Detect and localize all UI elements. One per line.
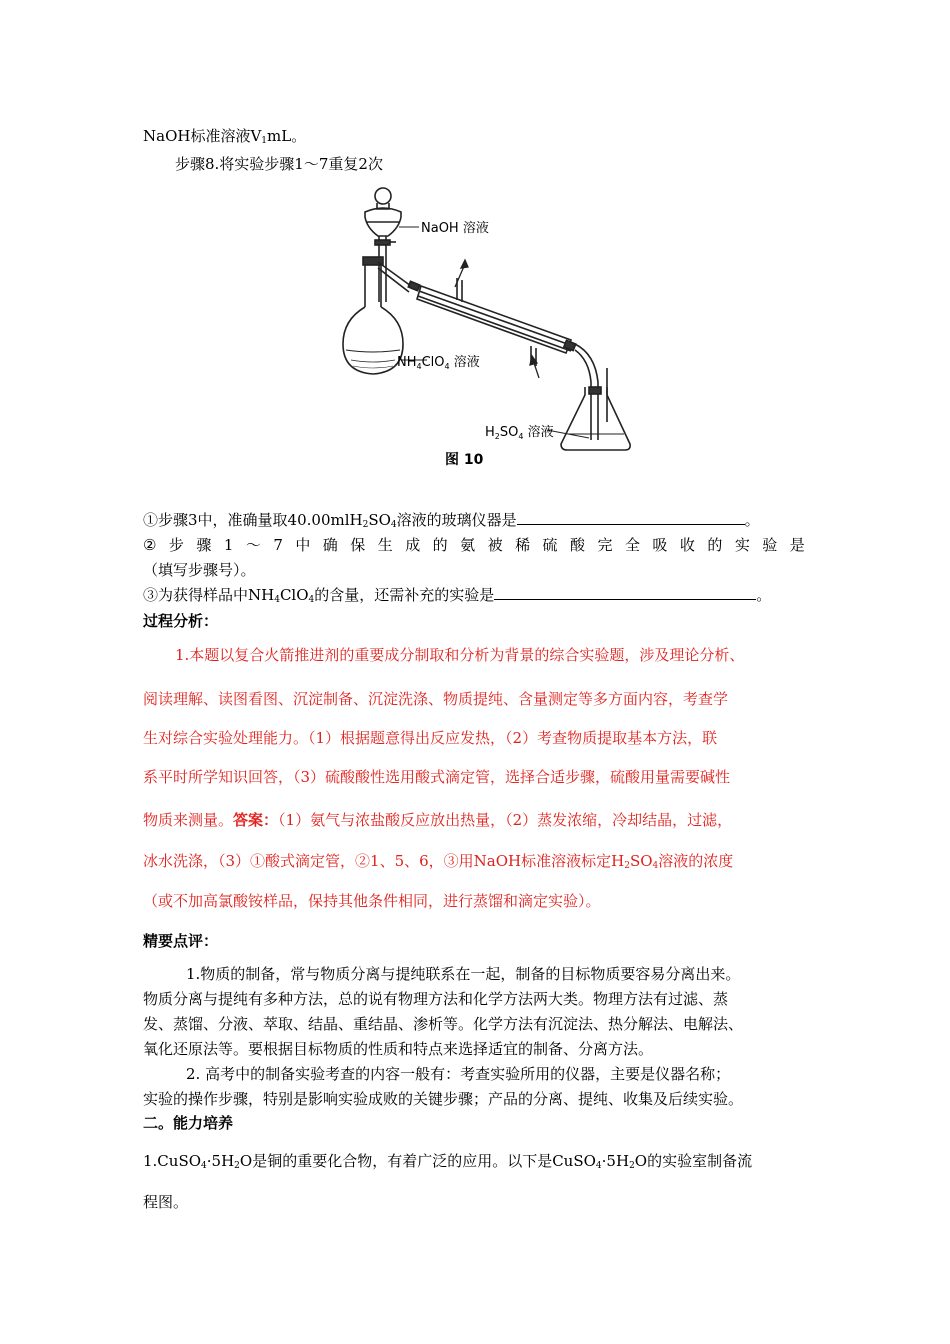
figure-caption: 图 10 bbox=[445, 452, 484, 468]
analysis-line-4: 系平时所学知识回答，（3）硫酸酸性选用酸式滴定管，选择合适步骤，硫酸用量需要碱性 bbox=[143, 768, 731, 786]
question-2-char: 保 bbox=[350, 536, 366, 554]
question-2-char: 的 bbox=[707, 536, 723, 554]
question-2-char: ～ bbox=[245, 536, 261, 554]
analysis-heading: 过程分析： bbox=[143, 612, 219, 630]
question-2-char: 骤 bbox=[196, 536, 212, 554]
analysis-line-1: 1.本题以复合火箭推进剂的重要成分制取和分析为背景的综合实验题，涉及理论分析、 bbox=[175, 646, 745, 664]
label-h2so4-solution: $H_2SO_4$ 溶液 bbox=[485, 425, 554, 441]
question-2-char: 步 bbox=[168, 536, 184, 554]
answer-blank-1[interactable] bbox=[517, 510, 745, 525]
analysis-line-7: （或不加高氯酸铵样品，保持其他条件相同，进行蒸馏和滴定实验）。 bbox=[143, 892, 601, 910]
question-2-char: 生 bbox=[377, 536, 393, 554]
question-2-char: 确 bbox=[322, 536, 338, 554]
question-2-char: 氨 bbox=[460, 536, 476, 554]
answer-label: 答案： bbox=[233, 811, 279, 829]
question-3: ③为获得样品中$NH_4ClO_4$的含量，还需补充的实验是 。 bbox=[143, 586, 772, 605]
section-2-line-1: $1.CuSO_4\cdot 5H_2O$是铜的重要化合物，有着广泛的应用。以下是$CuSO_4\cdot 5H_2O$的实验室制备流 bbox=[143, 1152, 753, 1171]
section-2-heading: 二。能力培养 bbox=[143, 1114, 234, 1132]
question-2-char: 1 bbox=[223, 536, 234, 554]
text-line-step8: 步骤8.将实验步骤1～7重复2次 bbox=[175, 155, 383, 173]
question-2-char: ② bbox=[143, 536, 157, 554]
section-2-line-2: 程图。 bbox=[143, 1193, 189, 1211]
question-2-char: 中 bbox=[295, 536, 311, 554]
review-heading: 精要点评： bbox=[143, 932, 219, 950]
question-2-char: 完 bbox=[597, 536, 613, 554]
question-2-line-2: （填写步骤号）。 bbox=[143, 561, 256, 579]
question-2-char: 酸 bbox=[570, 536, 586, 554]
question-2-char: 是 bbox=[789, 536, 805, 554]
question-2-char: 成 bbox=[405, 536, 421, 554]
review-line-1: 1.物质的制备，常与物质分离与提纯联系在一起，制备的目标物质要容易分离出来。 bbox=[186, 965, 741, 983]
apparatus-figure bbox=[333, 182, 643, 472]
analysis-line-2: 阅读理解、读图看图、沉淀制备、沉淀洗涤、物质提纯、含量测定等多方面内容，考查学 bbox=[143, 690, 729, 708]
question-2-char: 验 bbox=[762, 536, 778, 554]
question-2-char: 被 bbox=[487, 536, 503, 554]
question-2 bbox=[143, 535, 805, 555]
text-line-naoh: NaOH标准溶液$V_1mL$。 bbox=[143, 127, 307, 146]
review-line-4: 氧化还原法等。要根据目标物质的性质和特点来选择适宜的制备、分离方法。 bbox=[143, 1040, 654, 1058]
review-line-5: 2. 高考中的制备实验考查的内容一般有：考查实验所用的仪器，主要是仪器名称； bbox=[186, 1065, 731, 1083]
question-2-char: 7 bbox=[273, 536, 283, 554]
question-2-char: 硫 bbox=[542, 536, 558, 554]
question-2-char: 稀 bbox=[515, 536, 531, 554]
review-line-6: 实验的操作步骤，特别是影响实验成败的关键步骤；产品的分离、提纯、收集及后续实验。 bbox=[143, 1090, 744, 1108]
question-1: ①步骤3中，准确量取$40.00mlH_2SO_4$溶液的玻璃仪器是 。 bbox=[143, 511, 760, 530]
question-2-char: 吸 bbox=[652, 536, 668, 554]
analysis-line-5: 物质来测量。答案：（1）氨气与浓盐酸反应放出热量，（2）蒸发浓缩，冷却结晶，过滤， bbox=[143, 811, 733, 829]
question-2-char: 实 bbox=[734, 536, 750, 554]
label-nh4clo4-solution: $NH_4ClO_4$ 溶液 bbox=[397, 355, 480, 371]
review-line-3: 发、蒸馏、分液、萃取、结晶、重结晶、渗析等。化学方法有沉淀法、热分解法、电解法、 bbox=[143, 1015, 744, 1033]
answer-blank-3[interactable] bbox=[494, 585, 756, 600]
question-2-char: 收 bbox=[679, 536, 695, 554]
analysis-line-6: 冰水洗涤，（3）①酸式滴定管，②1、5、6，③用NaOH标准溶液标定$H_2SO_4$溶液的浓度 bbox=[143, 852, 734, 871]
analysis-line-3: 生对综合实验处理能力。（1）根据题意得出反应发热，（2）考查物质提取基本方法，联 bbox=[143, 729, 718, 747]
question-2-char: 的 bbox=[432, 536, 448, 554]
review-line-2: 物质分离与提纯有多种方法，总的说有物理方法和化学方法两大类。物理方法有过滤、蒸 bbox=[143, 990, 729, 1008]
label-naoh-solution: NaOH 溶液 bbox=[421, 221, 489, 236]
question-2-char: 全 bbox=[624, 536, 640, 554]
